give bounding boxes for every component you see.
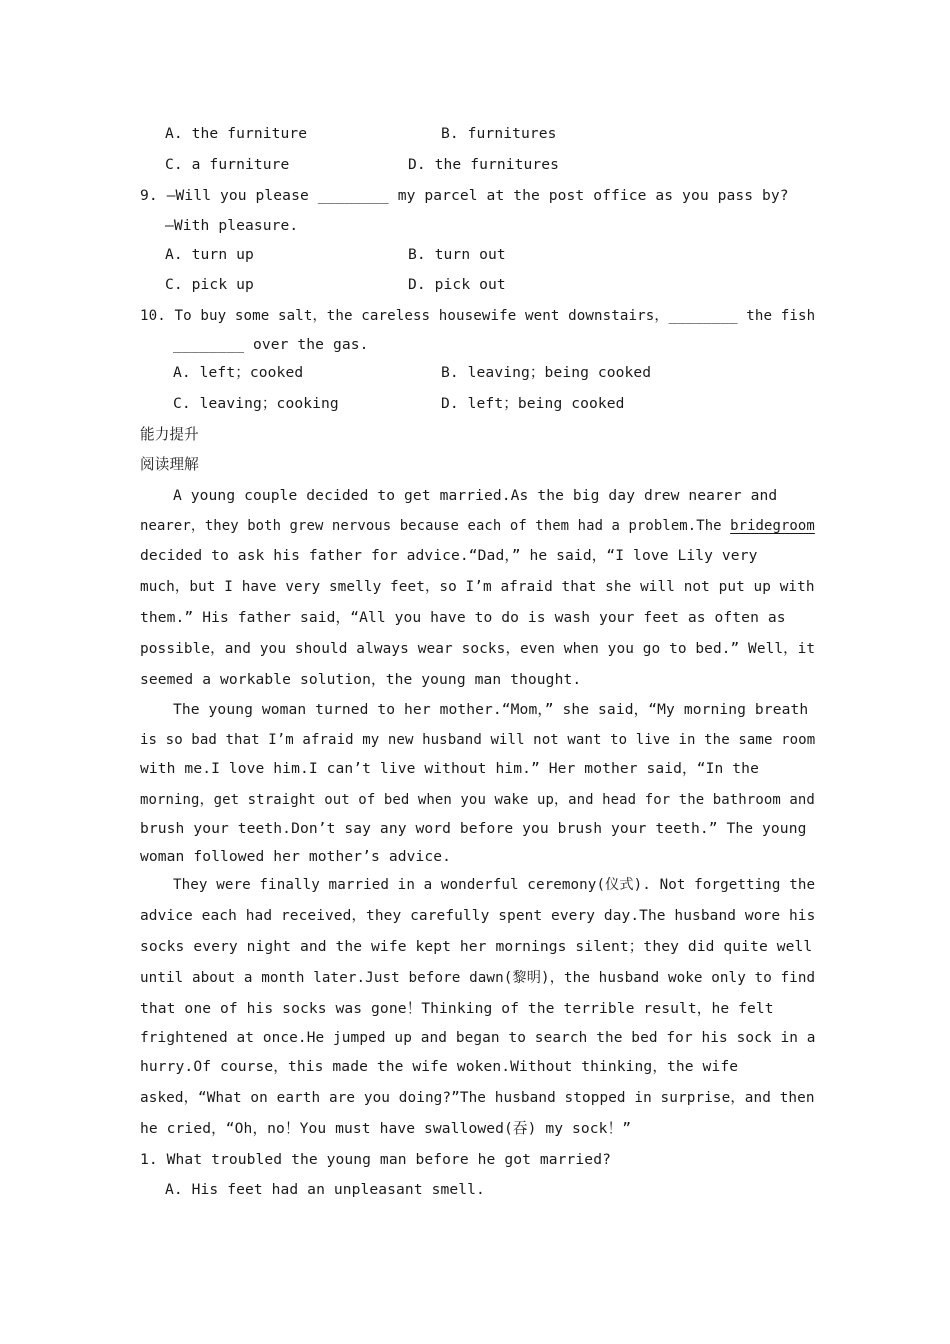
passage-p1-line2	[140, 516, 815, 536]
q10-stem-line1: 10. To buy some salt，the careless housewife went downstairs，________ the fish	[140, 308, 816, 324]
passage-p2-line4: morning，get straight out of bed when you wake up，and head for the bathroom and	[140, 792, 815, 808]
q8-option-c: C. a furniture	[165, 156, 290, 173]
q10-option-d: D. left；being cooked	[441, 395, 625, 412]
passage-p3-line4: until about a month later.Just before dawn(黎明)，the husband woke only to find	[140, 970, 816, 986]
passage-p3-line6: frightened at once.He jumped up and began to search the bed for his sock in a	[140, 1030, 816, 1046]
q10-option-a: A. left；cooked	[173, 364, 304, 381]
passage-p3-line9: he cried，“Oh，no！You must have swallowed(吞) my sock！”	[140, 1120, 632, 1137]
passage-p3-line7: hurry.Of course，this made the wife woken.Without thinking，the wife	[140, 1058, 739, 1075]
passage-p3-line2: advice each had received，they carefully spent every day.The husband wore his	[140, 908, 816, 924]
q10-option-c: C. leaving；cooking	[173, 395, 339, 412]
section-heading-reading: 阅读理解	[140, 456, 199, 473]
passage-p1-line1: A young couple decided to get married.As the big day drew nearer and	[173, 487, 778, 504]
passage-p1-line2-text: nearer，they both grew nervous because each of them had a problem.The	[140, 518, 731, 534]
passage-p1-line7: seemed a workable solution，the young man thought.	[140, 671, 582, 688]
passage-p3-line1: They were finally married in a wonderful ceremony(仪式). Not forgetting the	[173, 877, 816, 893]
q9-option-a: A. turn up	[165, 246, 254, 263]
passage-p3-line8: asked，“What on earth are you doing?”The husband stopped in surprise，and then	[140, 1090, 815, 1106]
reading-q1-stem: 1. What troubled the young man before he got married?	[140, 1151, 611, 1168]
passage-p2-line3: with me.I love him.I can’t live without him.” Her mother said，“In the	[140, 760, 759, 777]
q9-option-b: B. turn out	[408, 246, 506, 263]
reading-q1-option-a: A. His feet had an unpleasant smell.	[165, 1181, 485, 1198]
q10-option-b: B. leaving；being cooked	[441, 364, 652, 381]
q10-stem-line2: ________ over the gas.	[173, 336, 369, 353]
q8-option-a: A. the furniture	[165, 125, 308, 142]
underlined-word-bridegroom: bridegroom	[730, 518, 815, 534]
q8-option-b: B. furnitures	[441, 125, 557, 142]
q9-stem: 9. —Will you please ________ my parcel at the post office as you pass by?	[140, 187, 789, 204]
passage-p1-line3: decided to ask his father for advice.“Dad，” he said，“I love Lily very	[140, 547, 758, 564]
passage-p2-line1: The young woman turned to her mother.“Mom，” she said，“My morning breath	[173, 701, 809, 718]
passage-p1-line6: possible，and you should always wear socks，even when you go to bed.” Well，it	[140, 641, 816, 657]
passage-p2-line2: is so bad that I’m afraid my new husband will not want to live in the same room	[140, 732, 816, 748]
q9-option-c: C. pick up	[165, 276, 254, 293]
passage-p3-line5: that one of his socks was gone！Thinking of the terrible result，he felt	[140, 1000, 774, 1017]
q9-option-d: D. pick out	[408, 276, 506, 293]
q9-reply: —With pleasure.	[165, 217, 299, 234]
passage-p2-line6: woman followed her mother’s advice.	[140, 848, 452, 865]
q8-option-d: D. the furnitures	[408, 156, 560, 173]
passage-p3-line3: socks every night and the wife kept her mornings silent；they did quite well	[140, 938, 813, 955]
section-heading-ability: 能力提升	[140, 426, 199, 443]
passage-p1-line4: much，but I have very smelly feet，so I’m afraid that she will not put up with	[140, 579, 815, 595]
passage-p2-line5: brush your teeth.Don’t say any word before you brush your teeth.” The young	[140, 820, 807, 837]
passage-p1-line5: them.” His father said，“All you have to do is wash your feet as often as	[140, 609, 786, 626]
